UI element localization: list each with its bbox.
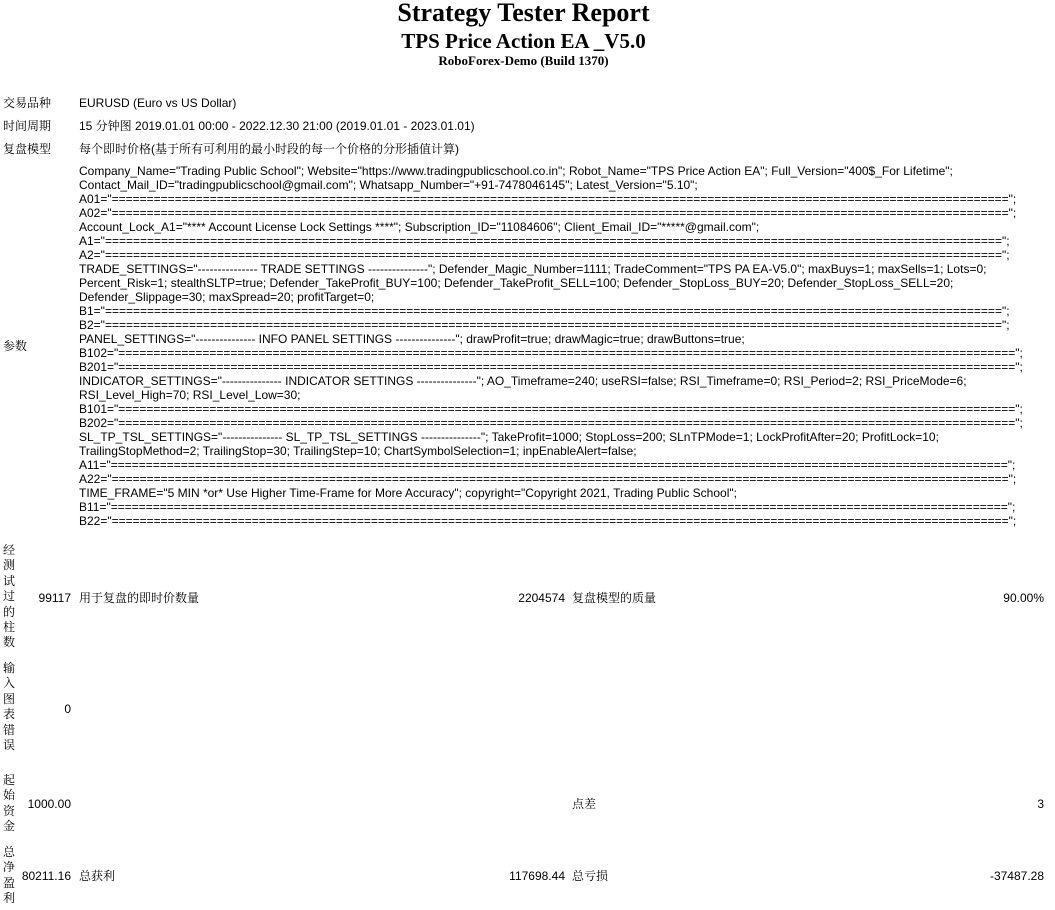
param-line: A2="================================================================================================================================";: [79, 248, 1010, 262]
server-build: RoboForex-Demo (Build 1370): [438, 53, 609, 68]
ticks-label: 用于复盘的即时价数量: [79, 591, 200, 605]
param-line: Defender_Slippage=30; maxSpread=20; profitTarget=0;: [79, 290, 375, 304]
ea-name: TPS Price Action EA _V5.0: [401, 29, 646, 53]
model-value: 每个即时价格(基于所有可利用的最小时段的每一个价格的分形插值计算): [79, 142, 459, 156]
parameters-block: [79, 164, 1049, 528]
param-line: TrailingStopMethod=2; TrailingStop=30; TrailingStep=10; ChartSymbolSelection=1; inpEnableAlert=false;: [79, 444, 637, 458]
param-line: Percent_Risk=1; stealthSLTP=true; Defender_TakeProfit_BUY=100; Defender_TakeProfit_SELL=100; Defender_StopLoss_BUY=20; Defender_StopLoss_SELL=20;: [79, 276, 954, 290]
param-line: A01="================================================================================================================================";: [79, 192, 1017, 206]
ticks-value: 2204574: [518, 591, 565, 605]
param-line: B201="================================================================================================================================";: [79, 360, 1023, 374]
initial-deposit-label: 起始资金: [3, 773, 16, 834]
spread-label: 点差: [572, 797, 597, 811]
param-line: B1="================================================================================================================================";: [79, 304, 1010, 318]
chart-errors-value: 0: [64, 702, 71, 716]
quality-label: 复盘模型的质量: [572, 591, 657, 605]
net-profit-label: 总净盈利: [3, 845, 16, 906]
period-label: 时间周期: [3, 119, 52, 133]
params-label: 参数: [3, 339, 28, 353]
gross-loss-label: 总亏损: [572, 869, 609, 883]
param-line: A11="================================================================================================================================";: [79, 458, 1016, 472]
param-line: B11="================================================================================================================================";: [79, 500, 1016, 514]
param-line: Company_Name="Trading Public School"; Website="https://www.tradingpublicschool.co.in"; Robot_Name="TPS Price Action EA"; Full_Version="400$_For Lifetime";: [79, 164, 953, 178]
symbol-value: EURUSD (Euro vs US Dollar): [79, 96, 237, 110]
chart-errors-label: 输入图表错误: [3, 661, 16, 753]
net-profit-value: 80211.16: [21, 869, 71, 883]
gross-loss-value: -37487.28: [989, 869, 1044, 883]
param-line: B102="================================================================================================================================";: [79, 346, 1023, 360]
param-line: A1="================================================================================================================================";: [79, 234, 1010, 248]
param-line: A22="================================================================================================================================";: [79, 472, 1017, 486]
param-line: B202="================================================================================================================================";: [79, 416, 1023, 430]
gross-profit-value: 117698.44: [509, 869, 565, 883]
param-line: SL_TP_TSL_SETTINGS="--------------- SL_TP_TSL_SETTINGS ---------------"; TakeProfit=1000; StopLoss=200; SLnTPMode=1; LockProfitAfter=20; ProfitLock=10;: [79, 430, 939, 444]
quality-value: 90.00%: [1003, 591, 1044, 605]
param-line: Contact_Mail_ID="tradingpublicschool@gmail.com"; Whatsapp_Number="+91-7478046145"; Latest_Version="5.10";: [79, 178, 698, 192]
period-value: 15 分钟图 2019.01.01 00:00 - 2022.12.30 21:00 (2019.01.01 - 2023.01.01): [79, 119, 475, 133]
param-line: INDICATOR_SETTINGS="--------------- INDICATOR SETTINGS ---------------"; AO_Timeframe=240; useRSI=false; RSI_Timeframe=0; RSI_Period=2; RSI_PriceMode=6;: [79, 374, 967, 388]
symbol-label: 交易品种: [3, 96, 52, 110]
param-line: B2="================================================================================================================================";: [79, 318, 1010, 332]
model-label: 复盘模型: [3, 142, 52, 156]
param-line: RSI_Level_High=70; RSI_Level_Low=30;: [79, 388, 301, 402]
spread-value: 3: [1037, 797, 1044, 811]
param-line: A02="================================================================================================================================";: [79, 206, 1017, 220]
param-line: PANEL_SETTINGS="--------------- INFO PANEL SETTINGS ---------------"; drawProfit=true; drawMagic=true; drawButtons=true;: [79, 332, 745, 346]
bars-tested-value: 99117: [38, 591, 71, 605]
param-line: B22="================================================================================================================================";: [79, 514, 1017, 528]
param-line: Account_Lock_A1="**** Account License Lock Settings ****"; Subscription_ID="11084606"; Client_Email_ID="*****@gmail.com";: [79, 220, 760, 234]
param-line: TIME_FRAME="5 MIN *or* Use Higher Time-Frame for More Accuracy"; copyright="Copyright 2021, Trading Public School";: [79, 486, 737, 500]
param-line: B101="================================================================================================================================";: [79, 402, 1023, 416]
report-title: Strategy Tester Report: [397, 0, 650, 27]
param-line: TRADE_SETTINGS="--------------- TRADE SETTINGS ---------------"; Defender_Magic_Number=1111; TradeComment="TPS PA EA-V5.0"; maxBuys=1; maxSells=1; Lots=0;: [79, 262, 987, 276]
gross-profit-label: 总获利: [79, 869, 116, 883]
bars-tested-label: 经测试过的柱数: [3, 543, 16, 650]
initial-deposit-value: 1000.00: [27, 797, 71, 811]
